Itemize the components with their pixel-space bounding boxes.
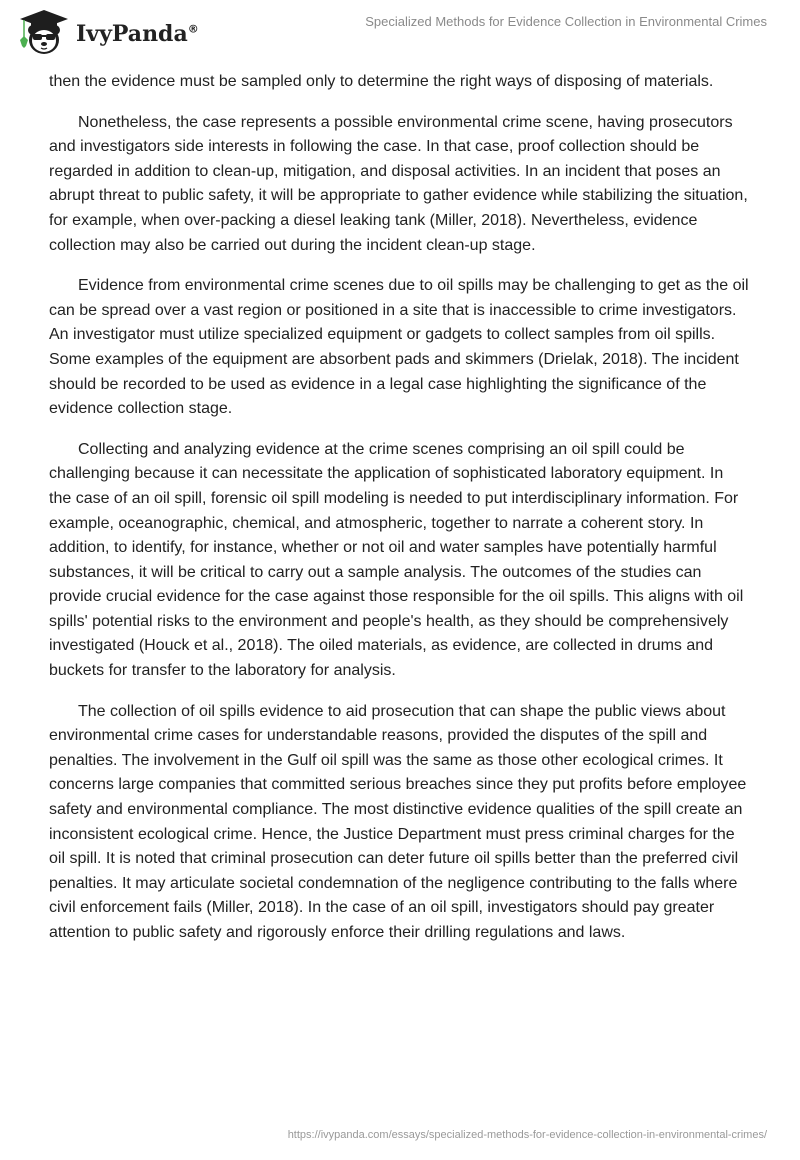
document-title: Specialized Methods for Evidence Collection in Environmental Crimes bbox=[365, 14, 767, 29]
paragraph: Collecting and analyzing evidence at the crime scenes comprising an oil spill could be challenging because it can necessitate the application of sophisticated laboratory equipment. In the case of an oil spill, forensic oil spill modeling is needed to put interdisciplinary information. For example, oceanographic, chemical, and atmospheric, together to narrate a coherent story. In addition, to identify, for instance, whether or not oil and water samples have potentially harmful substances, it will be critical to carry out a sample analysis. The outcomes of the studies can provide crucial evidence for the case against those responsible for the oil spills. This aligns with oil spills' potential risks to the environment and people's health, as they should be comprehensively investigated (Houck et al., 2018). The oiled materials, as evidence, are collected in drums and buckets for transfer to the laboratory for analysis. bbox=[49, 440, 744, 680]
page-header bbox=[0, 0, 800, 60]
brand-logo[interactable] bbox=[16, 8, 199, 56]
paragraph: Evidence from environmental crime scenes due to oil spills may be challenging to get as the oil can be spread over a vast region or positioned in a site that is inaccessible to crime investigators. An investigator must utilize specialized equipment or gadgets to collect samples from oil spills. Some examples of the equipment are absorbent pads and skimmers (Drielak, 2018). The incident should be recorded to be used as evidence in a legal case highlighting the significance of the evidence collection stage. bbox=[49, 277, 749, 418]
panda-graduation-cap-icon bbox=[16, 8, 72, 56]
paragraph: Nonetheless, the case represents a possible environmental crime scene, having prosecutors and investigators side interests in following the case. In that case, proof collection should be regarded in addition to clean-up, mitigation, and disposal activities. In an incident that poses an abrupt threat to public safety, it will be appropriate to gather evidence while stabilizing the situation, for example, when over-packing a diesel leaking tank (Miller, 2018). Nevertheless, evidence collection may also be carried out during the incident clean-up stage. bbox=[49, 113, 748, 254]
paragraph-continuation: then the evidence must be sampled only to determine the right ways of disposing of materials. bbox=[49, 73, 714, 90]
registered-mark: ® bbox=[187, 22, 199, 36]
essay-body bbox=[49, 70, 749, 962]
paragraph: The collection of oil spills evidence to aid prosecution that can shape the public views about environmental crime cases for understandable reasons, provided the disputes of the spill and penalties. The involvement in the Gulf oil spill was the same as those other ecological crimes. It concerns large companies that committed serious breaches since they put profits before employee safety and environmental compliance. The most distinctive evidence qualities of the spill create an inconsistent ecological crime. Hence, the Justice Department must press criminal charges for the oil spill. It is noted that criminal prosecution can deter future oil spills better than the preferred civil penalties. It may articulate societal condemnation of the negligence contributing to the falls where civil enforcement fails (Miller, 2018). In the case of an oil spill, investigators should pay greater attention to public safety and rigorously enforce their drilling regulations and laws. bbox=[49, 702, 747, 941]
source-url-link[interactable]: https://ivypanda.com/essays/specialized-methods-for-evidence-collection-in-environmental-crimes/ bbox=[287, 1129, 767, 1141]
brand-name: IvyPanda® bbox=[76, 21, 199, 47]
